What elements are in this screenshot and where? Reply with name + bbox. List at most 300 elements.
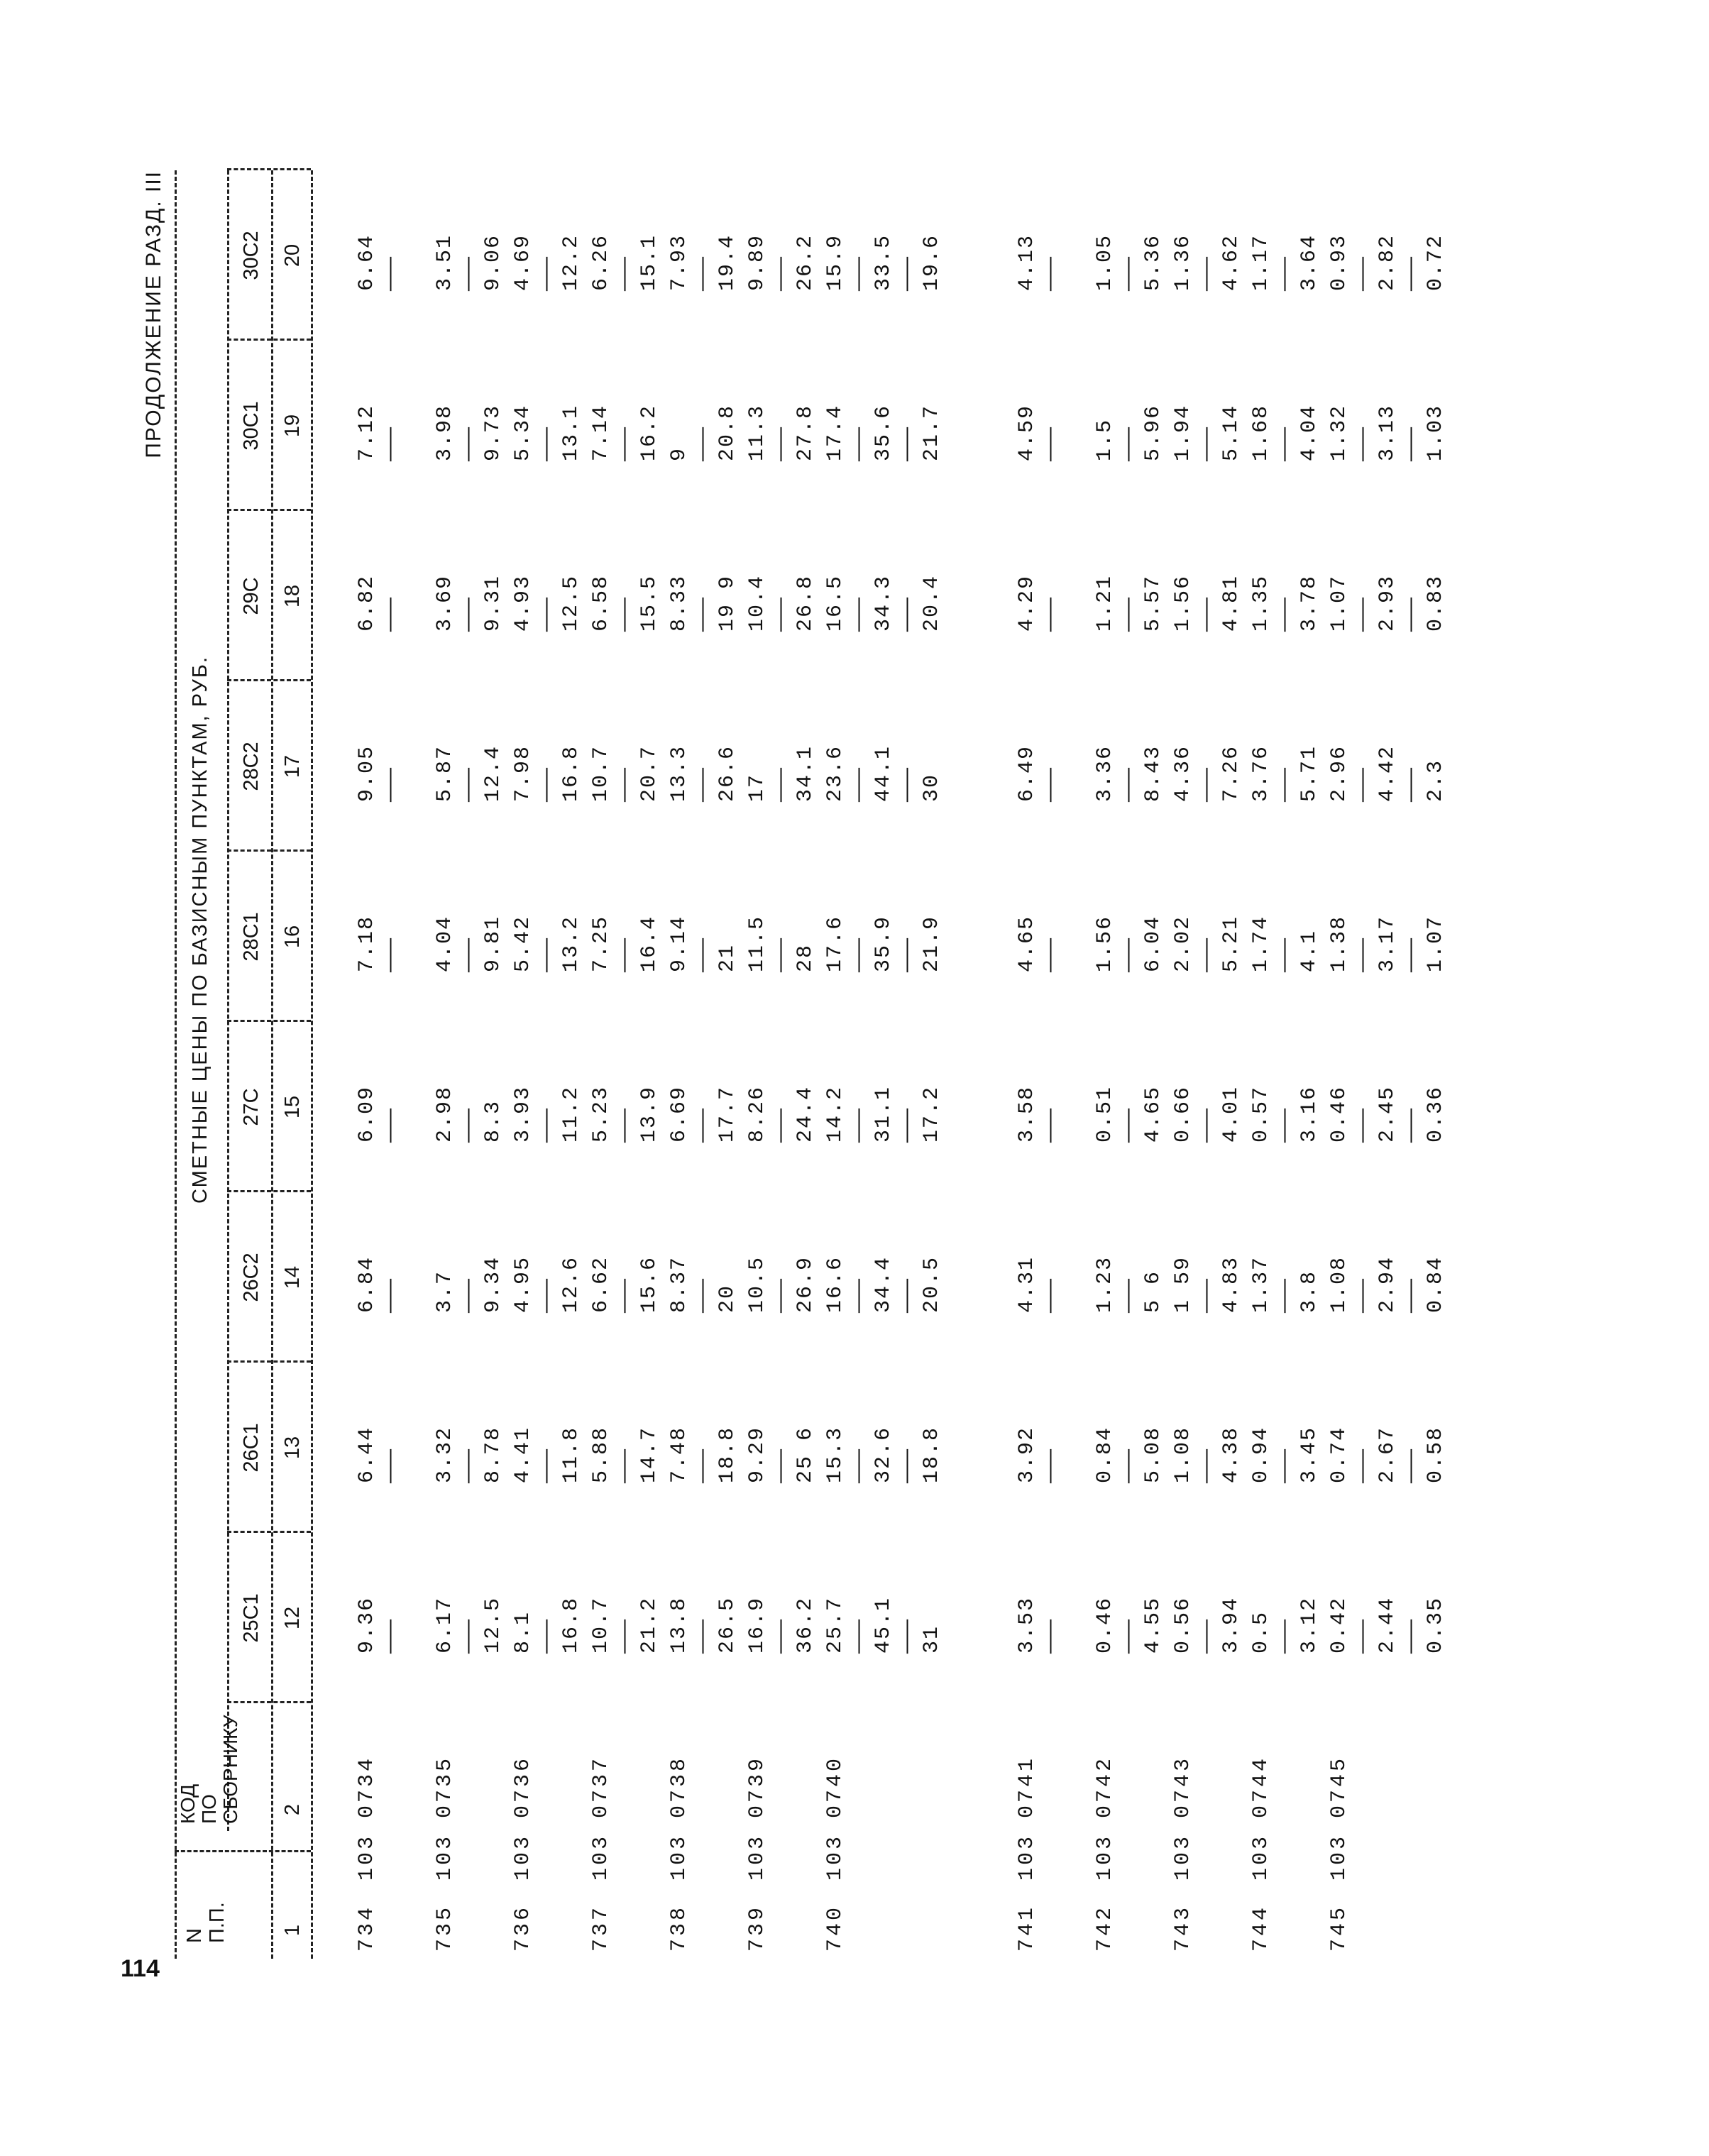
price-value: 30 xyxy=(920,773,944,802)
value-separator xyxy=(769,1597,793,1654)
price-value: 1.5 xyxy=(1093,418,1117,461)
price-value: 2.96 xyxy=(1327,744,1351,802)
value-separator xyxy=(896,1086,920,1143)
value-separator xyxy=(613,915,637,972)
price-cell xyxy=(1015,915,1063,972)
price-value: 3.93 xyxy=(511,1085,535,1143)
row-number: 739 xyxy=(745,1904,769,1952)
price-value: 7.12 xyxy=(355,404,379,461)
column-number: 18 xyxy=(281,584,304,608)
value-separator xyxy=(691,745,715,802)
price-value: 27.8 xyxy=(793,404,818,461)
price-value: 16.8 xyxy=(559,744,583,802)
price-cell xyxy=(433,575,505,632)
price-value: 20.5 xyxy=(920,1255,944,1313)
value-separator xyxy=(1400,405,1424,461)
price-cell xyxy=(511,1426,583,1483)
price-value: 5.21 xyxy=(1219,915,1243,972)
price-value: 10.7 xyxy=(589,1596,613,1654)
price-value: 16.8 xyxy=(559,1596,583,1654)
price-value: 15.5 xyxy=(637,574,661,632)
price-value: 6.64 xyxy=(355,233,379,291)
header-bottom-rule xyxy=(271,170,273,1959)
price-value: 12.5 xyxy=(559,574,583,632)
row-code: 103 0743 xyxy=(1171,1755,1195,1881)
price-cell xyxy=(589,1256,661,1313)
price-value: 23.6 xyxy=(823,744,847,802)
price-value: 4.42 xyxy=(1375,744,1400,802)
value-separator xyxy=(1039,405,1063,461)
price-cell xyxy=(1249,915,1321,972)
price-cell xyxy=(355,915,403,972)
price-value: 34.3 xyxy=(872,574,896,632)
price-value: 9.05 xyxy=(355,744,379,802)
price-value: 0.5 xyxy=(1249,1610,1273,1654)
price-value: 2.93 xyxy=(1375,574,1400,632)
price-value: 24.4 xyxy=(793,1085,818,1143)
zone-header: 28С2 xyxy=(240,742,263,791)
price-value: 0.74 xyxy=(1327,1426,1351,1483)
price-value: 17.2 xyxy=(920,1085,944,1143)
value-separator xyxy=(896,1256,920,1313)
value-separator xyxy=(769,1086,793,1143)
value-separator xyxy=(457,575,481,632)
value-separator xyxy=(1195,234,1219,291)
price-value: 4.81 xyxy=(1219,574,1243,632)
price-cell xyxy=(1327,575,1448,632)
value-separator xyxy=(1117,575,1141,632)
price-value: 5.87 xyxy=(433,744,457,802)
column-number: 17 xyxy=(281,754,304,779)
value-separator xyxy=(535,745,559,802)
price-value: 16.2 xyxy=(637,404,661,461)
price-value: 3.64 xyxy=(1297,233,1321,291)
price-value: 1.21 xyxy=(1093,574,1117,632)
value-separator xyxy=(1195,745,1219,802)
price-cell xyxy=(433,1256,505,1313)
price-value: 3.69 xyxy=(433,574,457,632)
price-value: 26.8 xyxy=(793,574,818,632)
value-separator xyxy=(1351,575,1375,632)
price-value: 3.17 xyxy=(1375,915,1400,972)
value-separator xyxy=(769,575,793,632)
price-value: 45.1 xyxy=(872,1596,896,1654)
value-separator xyxy=(1400,1256,1424,1313)
price-value: 26.6 xyxy=(715,744,740,802)
value-separator xyxy=(1039,1426,1063,1483)
value-separator xyxy=(1117,1086,1141,1143)
price-value: 7.25 xyxy=(589,915,613,972)
price-cell xyxy=(433,915,505,972)
price-cell xyxy=(823,575,944,632)
price-value: 1.17 xyxy=(1249,233,1273,291)
price-value: 8.3 xyxy=(481,1099,505,1143)
price-value: 0.46 xyxy=(1093,1596,1117,1654)
price-cell xyxy=(433,1426,505,1483)
price-value: 0.35 xyxy=(1424,1596,1448,1654)
price-cell xyxy=(745,915,818,972)
price-cell xyxy=(1093,915,1165,972)
price-value: 8.1 xyxy=(511,1610,535,1654)
price-value: 15.9 xyxy=(823,233,847,291)
row-number: 745 xyxy=(1327,1904,1351,1952)
price-value: 4.65 xyxy=(1015,915,1039,972)
value-separator xyxy=(457,1256,481,1313)
price-value: 2.94 xyxy=(1375,1255,1400,1313)
colnum-bottom-rule xyxy=(311,170,313,1959)
price-cell xyxy=(1327,1426,1448,1483)
price-value: 8.78 xyxy=(481,1426,505,1483)
price-value: 4.83 xyxy=(1219,1255,1243,1313)
price-value: 7.18 xyxy=(355,915,379,972)
price-value: 3.36 xyxy=(1093,744,1117,802)
price-cell xyxy=(1171,234,1243,291)
price-value: 0.84 xyxy=(1424,1255,1448,1313)
value-separator xyxy=(457,1426,481,1483)
price-value: 10.4 xyxy=(745,574,769,632)
value-separator xyxy=(457,1597,481,1654)
value-separator xyxy=(457,1086,481,1143)
price-value: 1.94 xyxy=(1171,404,1195,461)
value-separator xyxy=(613,1256,637,1313)
price-value: 20.4 xyxy=(920,574,944,632)
price-cell xyxy=(589,405,661,461)
price-value: 26.9 xyxy=(793,1255,818,1313)
price-value: 3.8 xyxy=(1297,1270,1321,1313)
price-value: 6.49 xyxy=(1015,744,1039,802)
price-cell xyxy=(823,745,944,802)
price-value: 35.9 xyxy=(872,915,896,972)
price-cell xyxy=(1327,915,1448,972)
value-separator xyxy=(1273,1597,1297,1654)
price-cell xyxy=(667,745,740,802)
price-value: 0.94 xyxy=(1249,1426,1273,1483)
price-value: 0.46 xyxy=(1327,1085,1351,1143)
price-value: 3.94 xyxy=(1219,1596,1243,1654)
row-code: 103 0738 xyxy=(667,1755,691,1881)
price-cell xyxy=(1015,1426,1063,1483)
price-cell xyxy=(745,234,818,291)
value-separator xyxy=(613,234,637,291)
price-value: 0.57 xyxy=(1249,1085,1273,1143)
zone-header: 30С1 xyxy=(240,401,263,451)
value-separator xyxy=(1273,575,1297,632)
price-cell xyxy=(745,1256,818,1313)
price-cell xyxy=(1171,745,1243,802)
price-cell xyxy=(1171,1256,1243,1313)
value-separator xyxy=(1039,575,1063,632)
value-separator xyxy=(535,1597,559,1654)
price-value: 1.38 xyxy=(1327,915,1351,972)
price-value: 5.23 xyxy=(589,1085,613,1143)
price-cell xyxy=(1015,1086,1063,1143)
price-value: 15.1 xyxy=(637,233,661,291)
price-value: 6.09 xyxy=(355,1085,379,1143)
price-value: 9.06 xyxy=(481,233,505,291)
price-cell xyxy=(1327,234,1448,291)
value-separator xyxy=(1117,915,1141,972)
price-cell xyxy=(1015,405,1063,461)
price-cell xyxy=(1249,234,1321,291)
price-value: 11.3 xyxy=(745,404,769,461)
price-value: 17.7 xyxy=(715,1085,740,1143)
value-separator xyxy=(1039,1256,1063,1313)
value-separator xyxy=(457,915,481,972)
value-separator xyxy=(535,1426,559,1483)
value-separator xyxy=(896,745,920,802)
price-value: 0.36 xyxy=(1424,1085,1448,1143)
price-value: 3.78 xyxy=(1297,574,1321,632)
price-value: 25 6 xyxy=(793,1426,818,1483)
price-cell xyxy=(1327,745,1448,802)
value-separator xyxy=(1273,1086,1297,1143)
price-value: 0.58 xyxy=(1424,1426,1448,1483)
price-value: 0.83 xyxy=(1424,574,1448,632)
value-separator xyxy=(896,575,920,632)
value-separator xyxy=(691,1426,715,1483)
price-value: 1.07 xyxy=(1327,574,1351,632)
value-separator xyxy=(1400,915,1424,972)
value-separator xyxy=(535,915,559,972)
value-separator xyxy=(379,915,403,972)
price-value: 4.62 xyxy=(1219,233,1243,291)
price-value: 15.3 xyxy=(823,1426,847,1483)
price-value: 4.04 xyxy=(433,915,457,972)
value-separator xyxy=(1273,745,1297,802)
value-separator xyxy=(379,1597,403,1654)
price-cell xyxy=(823,1426,944,1483)
price-value: 4.93 xyxy=(511,574,535,632)
price-value: 6.26 xyxy=(589,233,613,291)
value-separator xyxy=(1400,745,1424,802)
value-separator xyxy=(1039,1597,1063,1654)
value-separator xyxy=(847,405,872,461)
price-cell xyxy=(1093,1256,1165,1313)
value-separator xyxy=(379,405,403,461)
price-cell xyxy=(589,1597,661,1654)
value-separator xyxy=(691,1597,715,1654)
column-number: 12 xyxy=(281,1606,304,1630)
page-number: 114 xyxy=(121,1955,160,1982)
value-separator xyxy=(457,234,481,291)
value-separator xyxy=(535,1086,559,1143)
price-value: 9.36 xyxy=(355,1596,379,1654)
zone-header: 28С1 xyxy=(240,912,263,962)
price-value: 5 6 xyxy=(1141,1270,1165,1313)
price-value: 21 xyxy=(715,943,740,972)
zone-header: 26С1 xyxy=(240,1423,263,1473)
price-value: 7.48 xyxy=(667,1426,691,1483)
price-value: 0.51 xyxy=(1093,1085,1117,1143)
price-cell xyxy=(433,1086,505,1143)
price-value: 2.82 xyxy=(1375,233,1400,291)
column-separator xyxy=(227,679,311,681)
value-separator xyxy=(1117,1597,1141,1654)
price-value: 25.7 xyxy=(823,1596,847,1654)
price-cell xyxy=(1093,234,1165,291)
price-cell xyxy=(355,1256,403,1313)
price-value: 3.7 xyxy=(433,1270,457,1313)
price-cell xyxy=(355,234,403,291)
price-cell xyxy=(1093,1426,1165,1483)
column-separator xyxy=(227,339,311,341)
price-cell xyxy=(745,1086,818,1143)
value-separator xyxy=(1195,575,1219,632)
price-cell xyxy=(511,575,583,632)
price-value: 12.4 xyxy=(481,744,505,802)
price-value: 3.45 xyxy=(1297,1426,1321,1483)
column-number: 16 xyxy=(281,925,304,949)
price-value: 16.6 xyxy=(823,1255,847,1313)
price-value: 12.2 xyxy=(559,233,583,291)
value-separator xyxy=(1351,1426,1375,1483)
value-separator xyxy=(847,1597,872,1654)
row-number: 734 xyxy=(355,1904,379,1952)
price-cell xyxy=(745,1597,818,1654)
row-number: 737 xyxy=(589,1904,613,1952)
row-code: 103 0739 xyxy=(745,1755,769,1881)
price-value: 6.62 xyxy=(589,1255,613,1313)
price-cell xyxy=(589,915,661,972)
value-separator xyxy=(1117,234,1141,291)
price-value: 6.58 xyxy=(589,574,613,632)
row-number: 742 xyxy=(1093,1904,1117,1952)
price-value: 0.42 xyxy=(1327,1596,1351,1654)
price-cell xyxy=(1171,1597,1243,1654)
price-value: 13.8 xyxy=(667,1596,691,1654)
value-separator xyxy=(769,405,793,461)
price-cell xyxy=(1015,234,1063,291)
value-separator xyxy=(1273,405,1297,461)
price-value: 1.08 xyxy=(1171,1426,1195,1483)
price-cell xyxy=(511,745,583,802)
price-value: 1.56 xyxy=(1093,915,1117,972)
price-cell xyxy=(355,745,403,802)
price-value: 1.74 xyxy=(1249,915,1273,972)
value-separator xyxy=(1273,1426,1297,1483)
value-separator xyxy=(379,1256,403,1313)
price-value: 3.98 xyxy=(433,404,457,461)
price-cell xyxy=(823,405,944,461)
value-separator xyxy=(847,1256,872,1313)
price-cell xyxy=(1249,575,1321,632)
price-value: 8.43 xyxy=(1141,744,1165,802)
row-code: 103 0742 xyxy=(1093,1755,1117,1881)
price-value: 4.69 xyxy=(511,233,535,291)
price-value: 11.5 xyxy=(745,915,769,972)
price-value: 13.1 xyxy=(559,404,583,461)
price-value: 2.44 xyxy=(1375,1596,1400,1654)
price-value: 1 59 xyxy=(1171,1255,1195,1313)
price-value: 2.67 xyxy=(1375,1426,1400,1483)
zone-header: 26С2 xyxy=(240,1253,263,1302)
price-value: 28 xyxy=(793,943,818,972)
value-separator xyxy=(691,234,715,291)
value-separator xyxy=(1195,405,1219,461)
value-separator xyxy=(691,575,715,632)
price-value: 2.02 xyxy=(1171,915,1195,972)
price-value: 9.34 xyxy=(481,1255,505,1313)
price-value: 3.13 xyxy=(1375,404,1400,461)
price-value: 9.81 xyxy=(481,915,505,972)
price-value: 31.1 xyxy=(872,1085,896,1143)
value-separator xyxy=(1195,1256,1219,1313)
price-value: 0.72 xyxy=(1424,233,1448,291)
price-value: 4.55 xyxy=(1141,1596,1165,1654)
value-separator xyxy=(769,745,793,802)
value-separator xyxy=(379,1086,403,1143)
price-value: 5.42 xyxy=(511,915,535,972)
price-value: 2.45 xyxy=(1375,1085,1400,1143)
value-separator xyxy=(769,234,793,291)
price-value: 32.6 xyxy=(872,1426,896,1483)
value-separator xyxy=(1351,405,1375,461)
price-value: 13.9 xyxy=(637,1085,661,1143)
value-separator xyxy=(1195,1597,1219,1654)
price-value: 9.29 xyxy=(745,1426,769,1483)
price-cell xyxy=(1015,575,1063,632)
row-code: 103 0744 xyxy=(1249,1755,1273,1881)
value-separator xyxy=(457,745,481,802)
column-separator xyxy=(227,509,311,511)
column-number: 14 xyxy=(281,1265,304,1289)
price-cell xyxy=(1249,1256,1321,1313)
price-value: 6.44 xyxy=(355,1426,379,1483)
price-value: 3.16 xyxy=(1297,1085,1321,1143)
price-value: 15.6 xyxy=(637,1255,661,1313)
price-cell xyxy=(667,1426,740,1483)
value-separator xyxy=(847,1086,872,1143)
price-value: 4.04 xyxy=(1297,404,1321,461)
value-separator xyxy=(379,1426,403,1483)
value-separator xyxy=(1351,1597,1375,1654)
column-separator xyxy=(227,849,311,852)
price-value: 5.96 xyxy=(1141,404,1165,461)
price-cell xyxy=(1171,405,1243,461)
price-value: 7.14 xyxy=(589,404,613,461)
price-value: 1.37 xyxy=(1249,1255,1273,1313)
price-value: 6.17 xyxy=(433,1596,457,1654)
value-separator xyxy=(896,915,920,972)
price-value: 20.8 xyxy=(715,404,740,461)
value-separator xyxy=(379,234,403,291)
price-cell xyxy=(745,405,818,461)
price-value: 1.68 xyxy=(1249,404,1273,461)
price-cell xyxy=(1093,575,1165,632)
price-cell xyxy=(1015,1256,1063,1313)
price-value: 3.92 xyxy=(1015,1426,1039,1483)
price-value: 13.2 xyxy=(559,915,583,972)
value-separator xyxy=(847,745,872,802)
value-separator xyxy=(1351,915,1375,972)
value-separator xyxy=(1273,1256,1297,1313)
price-value: 5.57 xyxy=(1141,574,1165,632)
price-cell xyxy=(823,1086,944,1143)
price-cell xyxy=(511,1597,583,1654)
value-separator xyxy=(896,405,920,461)
price-value: 4.29 xyxy=(1015,574,1039,632)
price-value: 9.89 xyxy=(745,233,769,291)
price-value: 8.26 xyxy=(745,1085,769,1143)
price-value: 4.01 xyxy=(1219,1085,1243,1143)
price-value: 1.07 xyxy=(1424,915,1448,972)
price-value: 26.2 xyxy=(793,233,818,291)
row-code: 103 0741 xyxy=(1015,1755,1039,1881)
price-value: 4.1 xyxy=(1297,929,1321,972)
price-cell xyxy=(589,745,661,802)
price-value: 19.6 xyxy=(920,233,944,291)
price-value: 5.34 xyxy=(511,404,535,461)
